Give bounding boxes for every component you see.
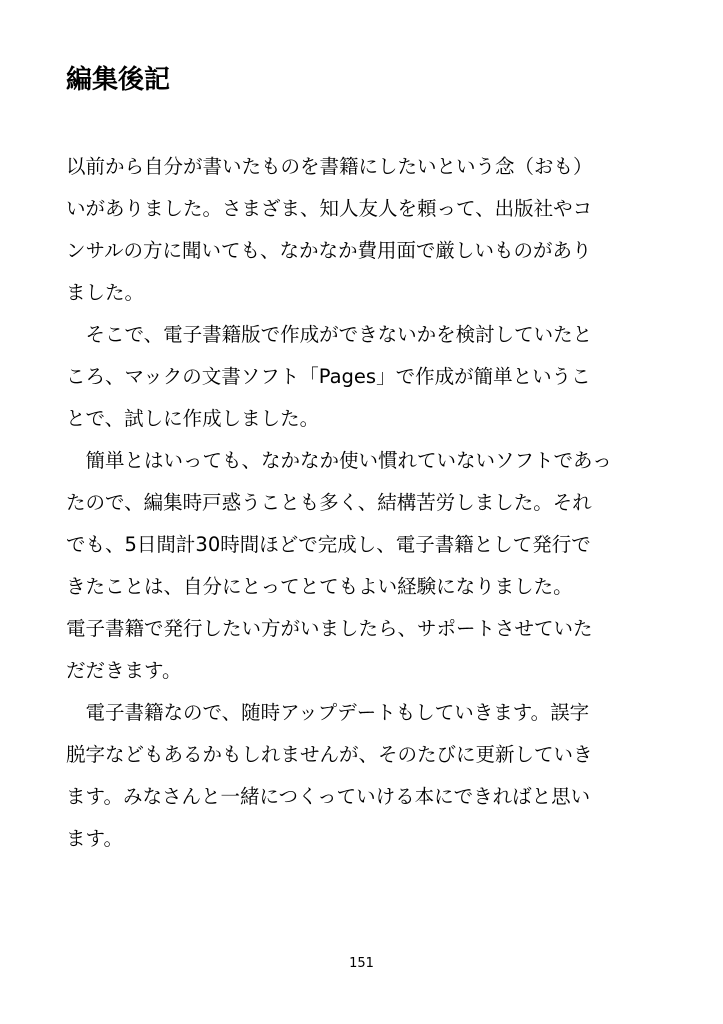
text-line: 以前から自分が書いたものを書籍にしたいという念（おも） bbox=[66, 155, 593, 178]
text-line: ました。 bbox=[66, 281, 145, 304]
text-line: 脱字などもあるかもしれませんが、そのたびに更新していき bbox=[66, 743, 593, 766]
text-line: きたことは、自分にとってとてもよい経験になりました。 bbox=[66, 575, 573, 598]
text-line: そこで、電子書籍版で作成ができないかを検討していたと bbox=[66, 323, 593, 346]
text-line: とで、試しに作成しました。 bbox=[66, 407, 320, 430]
page-number: 151 bbox=[349, 956, 374, 971]
text-line: ます。みなさんと一緒につくっていける本にできればと思い bbox=[66, 785, 591, 808]
text-line: でも、5日間計30時間ほどで完成し、電子書籍として発行で bbox=[66, 533, 591, 556]
text-line: たので、編集時戸惑うことも多く、結構苦労しました。それ bbox=[66, 491, 592, 514]
afterword-body bbox=[66, 146, 666, 860]
text-line: ます。 bbox=[66, 827, 123, 850]
text-line: ころ、マックの文書ソフト「Pages」で作成が簡単というこ bbox=[66, 365, 591, 388]
text-line: だだきます。 bbox=[66, 659, 182, 682]
text-line: いがありました。さまざま、知人友人を頼って、出版社やコ bbox=[66, 197, 593, 220]
text-line: 簡単とはいっても、なかなか使い慣れていないソフトであっ bbox=[66, 449, 612, 472]
page-heading: 編集後記 bbox=[66, 65, 171, 95]
text-line: 電子書籍で発行したい方がいましたら、サポートさせていた bbox=[66, 617, 593, 640]
text-line: 電子書籍なので、随時アップデートもしていきます。誤字 bbox=[66, 701, 590, 724]
text-line: ンサルの方に聞いても、なかなか費用面で厳しいものがあり bbox=[66, 239, 592, 262]
